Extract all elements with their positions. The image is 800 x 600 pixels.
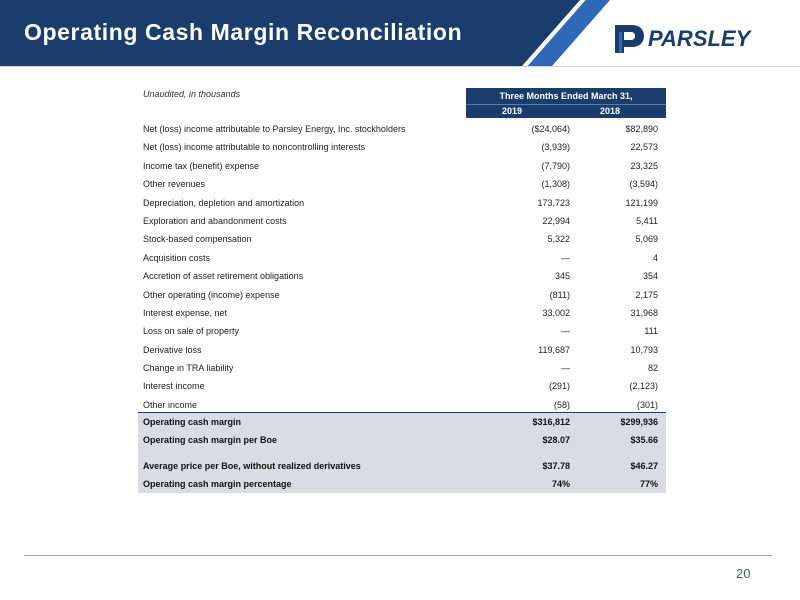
total-row xyxy=(138,413,666,431)
total-row xyxy=(138,457,666,475)
row-value-2018: 5,069 xyxy=(635,234,658,245)
logo-wordmark: PARSLEY xyxy=(648,26,751,51)
table-row xyxy=(138,359,666,377)
table-row xyxy=(138,138,666,156)
total-row xyxy=(138,475,666,493)
total-value-2018: $35.66 xyxy=(630,435,658,445)
row-value-2018: (2,123) xyxy=(629,381,658,392)
row-value-2019: 22,994 xyxy=(542,215,570,226)
total-value-2019: $28.07 xyxy=(542,435,570,445)
row-value-2019: (3,939) xyxy=(541,142,570,153)
footer-divider xyxy=(24,555,772,556)
table-row xyxy=(138,249,666,267)
year-header-row xyxy=(466,104,666,118)
row-label: Net (loss) income attributable to Parsley Energy, Inc. stockholders xyxy=(143,124,406,134)
row-value-2018: 111 xyxy=(644,326,658,337)
table-row xyxy=(138,230,666,248)
total-value-2019: $37.78 xyxy=(542,461,570,471)
reconciliation-rows xyxy=(138,120,666,414)
total-value-2018: 77% xyxy=(639,479,658,489)
row-value-2018: 82 xyxy=(647,363,658,374)
row-label: Stock-based compensation xyxy=(143,234,252,245)
total-row xyxy=(138,431,666,449)
total-label: Operating cash margin xyxy=(143,417,242,427)
row-label: Depreciation, depletion and amortization xyxy=(143,197,305,208)
year-header-2019: 2019 xyxy=(502,106,523,116)
row-value-2018: 23,325 xyxy=(630,160,658,171)
row-value-2019: — xyxy=(561,252,570,263)
row-label: Derivative loss xyxy=(143,344,202,355)
table-row xyxy=(138,304,666,322)
table-row xyxy=(138,286,666,304)
row-value-2019: 5,322 xyxy=(547,234,570,245)
row-value-2019: (291) xyxy=(548,381,570,392)
table-note: Unaudited, in thousands xyxy=(143,89,241,99)
table-row xyxy=(138,194,666,212)
row-label: Loss on sale of property xyxy=(143,326,240,337)
table-row xyxy=(138,267,666,285)
table-row xyxy=(138,212,666,230)
table-row xyxy=(138,377,666,395)
row-value-2019: (58) xyxy=(553,399,570,410)
row-value-2018: (301) xyxy=(636,399,658,410)
row-label: Income tax (benefit) expense xyxy=(143,160,260,171)
row-value-2019: 33,002 xyxy=(542,307,570,318)
row-value-2019: 345 xyxy=(554,271,570,282)
row-label: Other revenues xyxy=(143,179,206,190)
row-value-2018: 31,968 xyxy=(630,307,658,318)
row-value-2019: 119,687 xyxy=(538,344,570,355)
row-value-2018: 354 xyxy=(642,271,658,282)
totals-block xyxy=(138,412,666,493)
table-row xyxy=(138,341,666,359)
page-title: Operating Cash Margin Reconciliation xyxy=(24,19,463,45)
header-divider xyxy=(0,66,800,67)
table-row xyxy=(138,120,666,138)
row-value-2018: $82,890 xyxy=(625,124,658,134)
row-value-2018: 22,573 xyxy=(630,142,658,153)
row-value-2019: — xyxy=(561,326,570,337)
row-label: Exploration and abandonment costs xyxy=(143,215,287,226)
table-row xyxy=(138,157,666,175)
total-value-2018: $46.27 xyxy=(630,461,658,471)
row-value-2019: — xyxy=(561,363,570,374)
row-label: Other operating (income) expense xyxy=(143,289,280,300)
row-label: Interest income xyxy=(143,381,205,392)
row-value-2019: 173,723 xyxy=(537,197,570,208)
total-label: Average price per Boe, without realized derivatives xyxy=(143,461,361,471)
table-row xyxy=(138,322,666,340)
row-label: Accretion of asset retirement obligations xyxy=(143,271,304,282)
row-value-2018: 10,793 xyxy=(630,344,658,355)
row-value-2018: 4 xyxy=(652,252,658,263)
row-value-2019: (7,790) xyxy=(541,160,570,171)
total-label: Operating cash margin percentage xyxy=(143,479,292,489)
row-value-2018: (3,594) xyxy=(629,179,658,190)
row-value-2019: (1,308) xyxy=(541,179,570,190)
company-logo xyxy=(612,22,777,56)
page-number: 20 xyxy=(736,566,751,581)
row-value-2018: 121,199 xyxy=(625,197,658,208)
row-label: Interest expense, net xyxy=(143,307,228,318)
total-label: Operating cash margin per Boe xyxy=(143,435,278,445)
total-value-2019: $316,812 xyxy=(532,417,570,427)
row-value-2019: ($24,064) xyxy=(531,124,570,134)
period-header: Three Months Ended March 31, xyxy=(466,88,666,104)
year-header-2018: 2018 xyxy=(600,106,621,116)
row-value-2018: 5,411 xyxy=(636,215,658,226)
row-label: Change in TRA liability xyxy=(143,363,234,374)
row-value-2019: (811) xyxy=(549,289,570,300)
total-value-2019: 74% xyxy=(551,479,570,489)
row-value-2018: 2,175 xyxy=(635,289,658,300)
row-label: Acquisition costs xyxy=(143,252,211,263)
parsley-logo-icon xyxy=(612,23,646,55)
total-value-2018: $299,936 xyxy=(620,417,658,427)
row-label: Net (loss) income attributable to noncontrolling interests xyxy=(143,142,366,153)
table-row xyxy=(138,175,666,193)
row-label: Other income xyxy=(143,399,198,410)
